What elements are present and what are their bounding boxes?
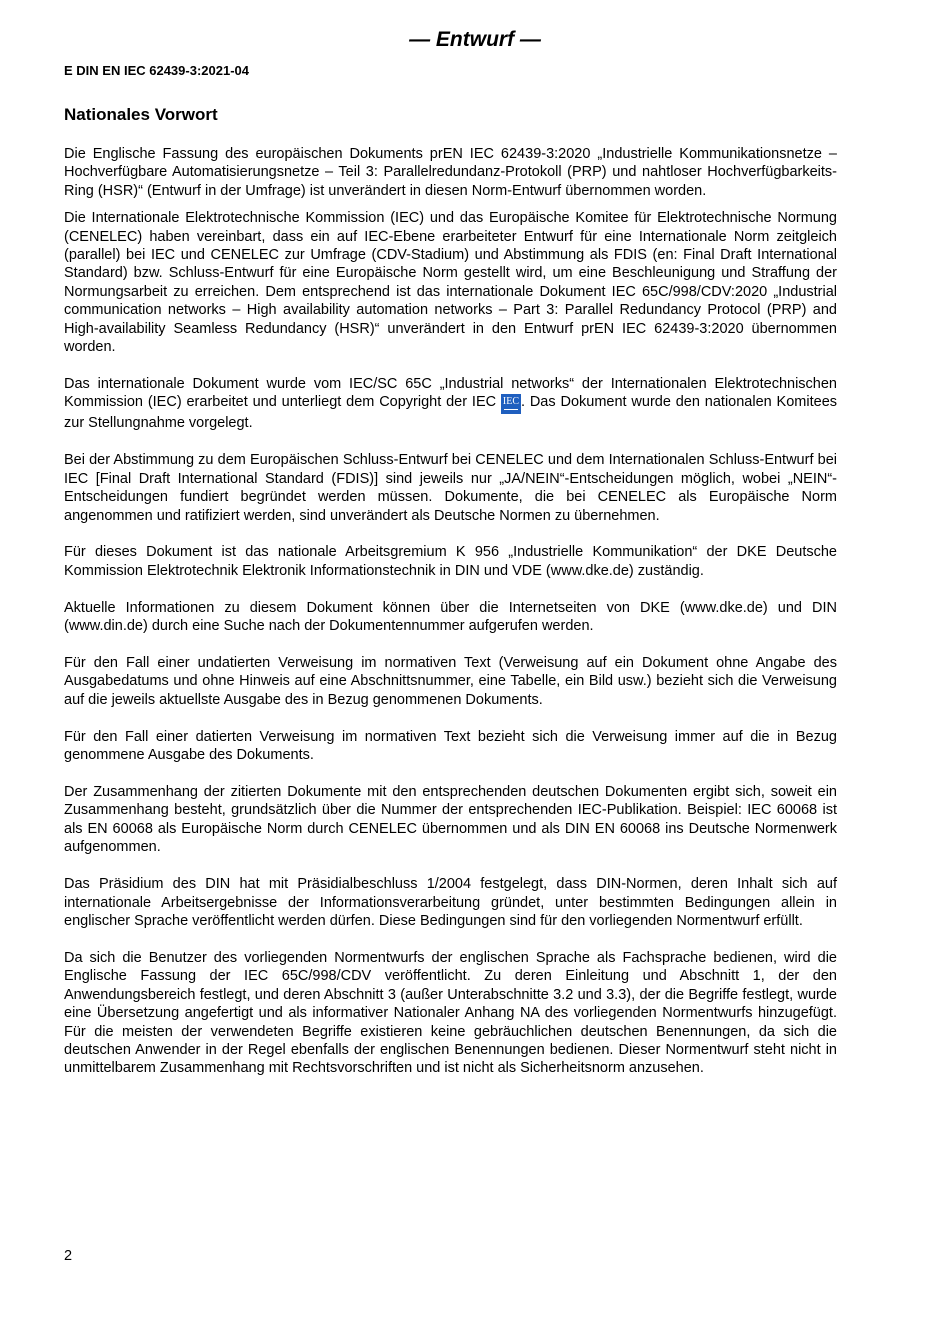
paragraph-11: Da sich die Benutzer des vorliegenden Normentwurfs der englischen Sprache als Fachsprache bedienen, wird die Englische Fassung der IEC 65C/998/CDV veröffentlicht. Zu deren Einleitung und Abschnitt 1, der den Anwendungsbereich festlegt, und deren Abschnitt 3 (außer Unterabschnitte 3.2 und 3.3), der die Begriffe festlegt, wurde eine Übersetzung angefertigt und als informativer Nationaler Anhang NA des vorliegenden Normentwurfs hinzugefügt. Für die meisten der verwendeten Begriffe existieren keine gebräuchlichen deutschen Benennungen, da sich die deutschen Anwender in der Regel ebenfalls der englischen Benennungen bedienen. Dieser Normentwurf steht nicht in unmittelbarem Zusammenhang mit Rechtsvorschriften und ist nicht als Sicherheitsnorm anzusehen.: [64, 949, 837, 1077]
paragraph-7: Für den Fall einer undatierten Verweisung im normativen Text (Verweisung auf ein Dokument ohne Angabe des Ausgabedatums und ohne Hinweis auf eine Abschnittsnummer, eine Tabelle, ein Bild usw.) bezieht sich die Verweisung auf die jeweils aktuellste Ausgabe des in Bezug genommenen Dokuments.: [64, 655, 837, 708]
page-number: 2: [64, 1248, 73, 1264]
paragraph-2: Die Internationale Elektrotechnische Kommission (IEC) und das Europäische Komitee für Elektrotechnische Normung (CENELEC) haben vereinbart, dass ein auf IEC-Ebene erarbeiteter Entwurf für eine Internationale Norm zeitgleich (parallel) bei IEC und CENELEC zur Umfrage (CDV-Stadium) und Abstimmung als FDIS (en: Final Draft International Standard) bzw. Schluss-Entwurf für eine Europäische Norm gestellt wird, um eine Beschleunigung und Straffung der Normungsarbeit zu erreichen. Dem entsprechend ist das internationale Dokument IEC 65C/998/CDV:2020 „Industrial communication networks – High availability automation networks – Part 3: Parallel Redundancy Protocol (PRP) and High-availability Seamless Redundancy (HSR)“ unverändert in den Entwurf prEN IEC 62439-3:2020 übernommen worden.: [64, 210, 837, 356]
section-title: Nationales Vorwort: [64, 105, 218, 124]
draft-banner: — Entwurf —: [409, 28, 541, 51]
paragraph-3-text-before: Das internationale Dokument wurde vom IEC/SC 65C „Industrial networks“ der Internationalen Elektrotechnischen Kommission (IEC) erarbeitet und unterliegt dem Copyright der IEC: [64, 375, 837, 411]
paragraph-5: Für dieses Dokument ist das nationale Arbeitsgremium K 956 „Industrielle Kommunikation“ der DKE Deutsche Kommission Elektrotechnik Elektronik Informationstechnik in DIN und VDE (www.dke.de) zuständig.: [64, 544, 837, 579]
paragraph-9: Der Zusammenhang der zitierten Dokumente mit den entsprechenden deutschen Dokumenten ergibt sich, soweit ein Zusammenhang besteht, grundsätzlich über die Nummer der entsprechenden IEC-Publikation. Beispiel: IEC 60068 ist als EN 60068 als Europäische Norm durch CENELEC übernommen und als DIN EN 60068 ins Deutsche Normenwerk aufgenommen.: [64, 784, 837, 856]
paragraph-8: Für den Fall einer datierten Verweisung im normativen Text bezieht sich die Verweisung immer auf die in Bezug genommene Ausgabe des Dokuments.: [64, 728, 837, 764]
document-id: E DIN EN IEC 62439-3:2021-04: [64, 63, 249, 78]
iec-logo-icon: IEC: [501, 394, 521, 414]
paragraph-3: [64, 375, 837, 433]
paragraph-10: Das Präsidium des DIN hat mit Präsidialbeschluss 1/2004 festgelegt, dass DIN-Normen, deren Inhalt sich auf internationale Arbeitsergebnisse der Informationsverarbeitung gründet, unter bestimmten Bedingungen allein in englischer Sprache veröffentlicht werden dürfen. Diese Bedingungen sind für den vorliegenden Normentwurf erfüllt.: [64, 876, 837, 929]
paragraph-6: Aktuelle Informationen zu diesem Dokument können über die Internetseiten von DKE (www.dke.de) und DIN (www.din.de) durch eine Suche nach der Dokumentennummer aufgerufen werden.: [64, 599, 837, 635]
paragraph-4: Bei der Abstimmung zu dem Europäischen Schluss-Entwurf bei CENELEC und dem Internationalen Schluss-Entwurf bei IEC [Final Draft International Standard (FDIS)] sind jeweils nur „JA/NEIN“-Entscheidungen möglich, wobei „NEIN“-Entscheidungen fundiert begründet werden müssen. Dokumente, die bei CENELEC als Europäische Norm angenommen und ratifiziert werden, sind unverändert als Deutsche Normen zu übernehmen.: [64, 452, 837, 524]
document-body: [64, 145, 837, 1078]
paragraph-3-text-after: . Das Dokument wurde den nationalen Komitees zur Stellungnahme vorgelegt.: [64, 394, 838, 432]
paragraph-1: Die Englische Fassung des europäischen Dokuments prEN IEC 62439-3:2020 „Industrielle Kommunikationsnetze – Hochverfügbare Automatisierungsnetze – Teil 3: Parallelredundanz-Protokoll (PRP) und nahtloser Hochverfügbarkeits-Ring (HSR)“ (Entwurf in der Umfrage) ist unverändert in diesen Norm-Entwurf übernommen worden.: [64, 146, 837, 199]
